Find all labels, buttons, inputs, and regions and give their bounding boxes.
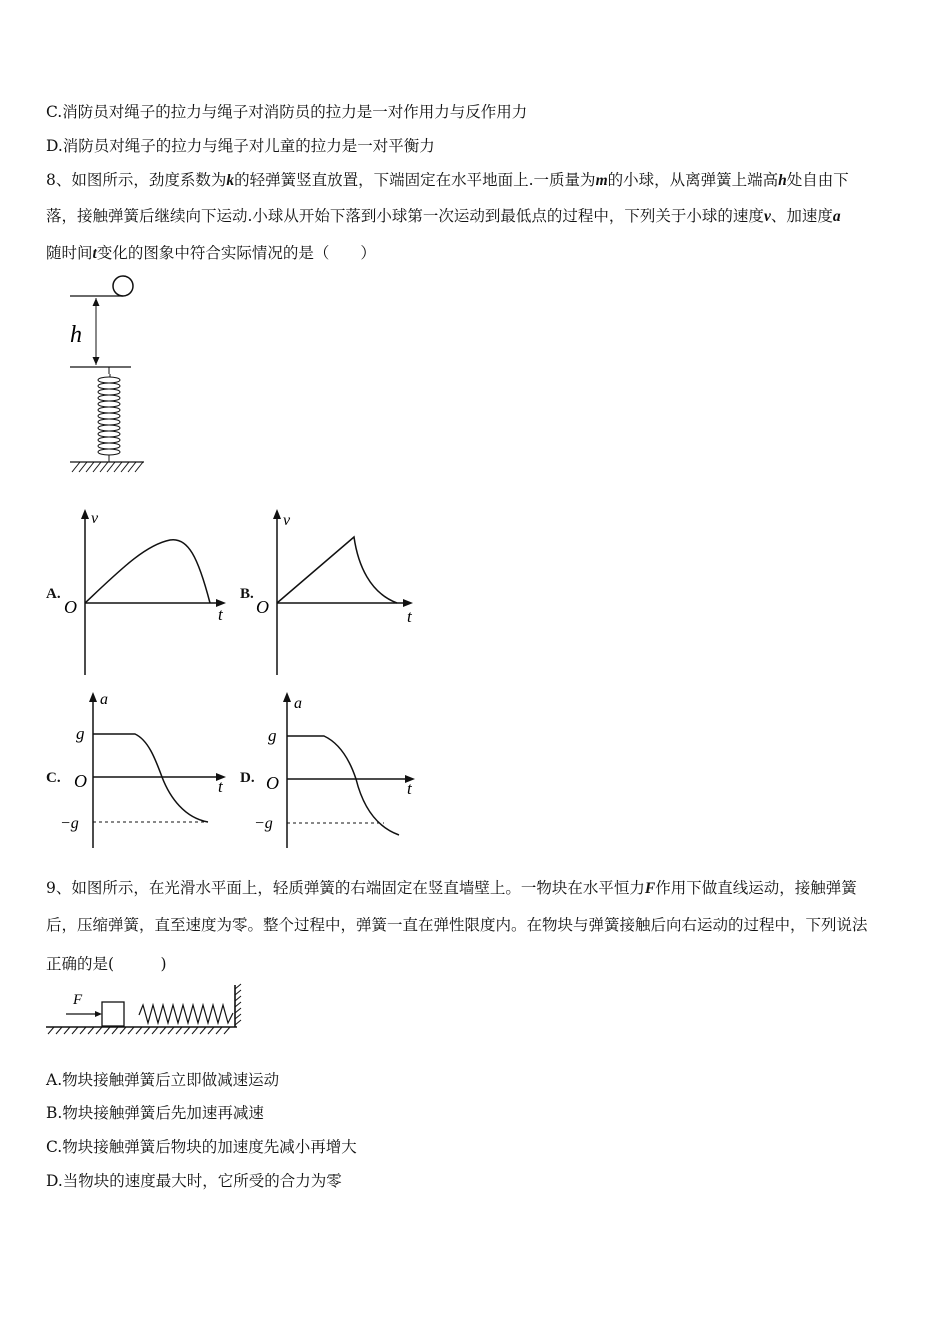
q9-stem-line1: 9、如图所示，在光滑水平面上，轻质弹簧的右端固定在竖直墙壁上。一物块在水平恒力F作用下做直线运动，接触弹簧	[46, 879, 857, 897]
block	[102, 1002, 124, 1026]
svg-text:−g: −g	[60, 815, 79, 832]
force-label: F	[73, 992, 83, 1008]
graph-d[interactable]	[254, 688, 434, 853]
spring-ball-figure	[60, 272, 160, 477]
q9-stem-line3: 正确的是( )	[46, 955, 167, 973]
svg-text:t: t	[407, 607, 412, 626]
q8-stem-line3: 随时间t变化的图象中符合实际情况的是（ ）	[46, 244, 376, 262]
svg-text:v: v	[283, 512, 291, 529]
svg-text:a: a	[294, 695, 302, 712]
svg-text:O: O	[266, 773, 279, 793]
option-b-label[interactable]: B.	[240, 586, 254, 602]
coil-spring	[98, 367, 120, 462]
curve-d	[287, 736, 399, 835]
q9-option-b[interactable]: B.物块接触弹簧后先加速再减速	[46, 1104, 264, 1122]
option-d-label[interactable]: D.	[240, 770, 255, 786]
svg-text:g: g	[76, 724, 85, 743]
q8-stem-line1: 8、如图所示，劲度系数为k的轻弹簧竖直放置，下端固定在水平地面上.一质量为m的小球，从离弹簧上端高h处自由下	[46, 171, 849, 189]
horizontal-spring	[139, 1005, 233, 1023]
svg-text:g: g	[268, 726, 277, 745]
q9-option-c[interactable]: C.物块接触弹簧后物块的加速度先减小再增大	[46, 1138, 357, 1156]
q9-stem-line2: 后，压缩弹簧，直至速度为零。整个过程中，弹簧一直在弹性限度内。在物块与弹簧接触后向右运动的过程中，下列说法	[46, 916, 868, 934]
svg-text:O: O	[256, 597, 269, 617]
svg-text:O: O	[64, 597, 77, 617]
option-a-label[interactable]: A.	[46, 586, 61, 602]
block-spring-figure	[44, 983, 250, 1038]
q7-option-d: D.消防员对绳子的拉力与绳子对儿童的拉力是一对平衡力	[46, 137, 435, 155]
svg-text:t: t	[407, 779, 412, 798]
svg-text:t: t	[218, 777, 223, 796]
curve-a	[85, 540, 210, 603]
svg-text:v: v	[91, 510, 99, 527]
svg-text:−g: −g	[254, 815, 273, 832]
q8-stem-line2: 落，接触弹簧后继续向下运动.小球从开始下落到小球第一次运动到最低点的过程中，下列关于小球的速度v、加速度a	[46, 207, 841, 225]
height-label: h	[70, 322, 82, 348]
svg-text:t: t	[218, 605, 223, 624]
q9-option-d[interactable]: D.当物块的速度最大时，它所受的合力为零	[46, 1172, 342, 1190]
graph-b[interactable]	[252, 505, 432, 680]
graph-c[interactable]	[60, 688, 240, 853]
curve-b	[277, 537, 397, 603]
ball	[113, 276, 133, 296]
svg-text:a: a	[100, 691, 108, 708]
q9-option-a[interactable]: A.物块接触弹簧后立即做减速运动	[46, 1071, 280, 1089]
option-c-label[interactable]: C.	[46, 770, 61, 786]
q7-option-c: C.消防员对绳子的拉力与绳子对消防员的拉力是一对作用力与反作用力	[46, 103, 528, 121]
svg-text:O: O	[74, 771, 87, 791]
curve-c	[93, 734, 208, 822]
graph-a[interactable]	[60, 505, 240, 680]
ground-hatch	[72, 462, 143, 472]
